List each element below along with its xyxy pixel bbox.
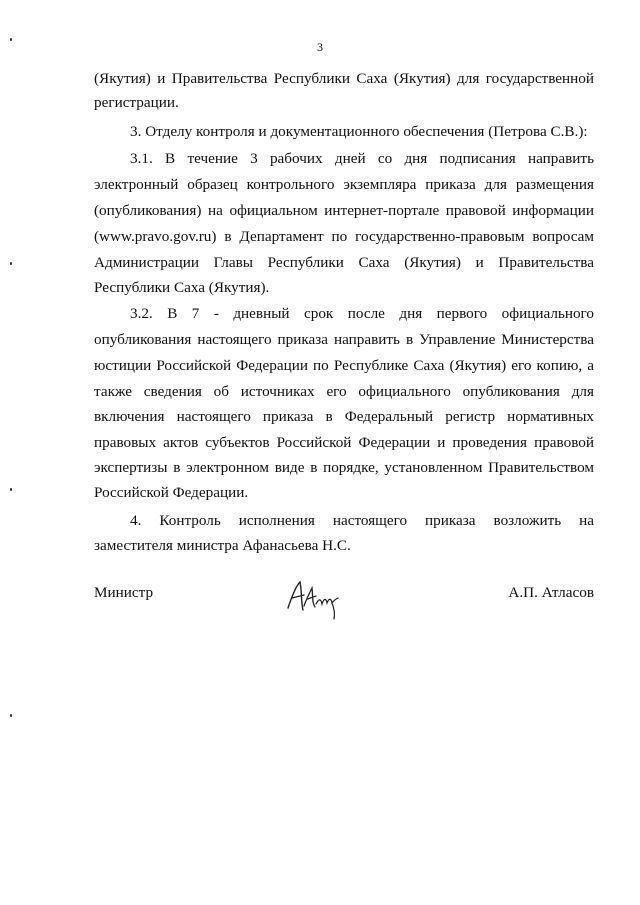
body-line: 3. Отделу контроля и документационного обеспечения (Петрова С.В.): bbox=[130, 123, 588, 140]
body-line: регистрации. bbox=[94, 94, 179, 111]
body-line: включения настоящего приказа в Федеральный регистр нормативных bbox=[94, 408, 594, 425]
body-line: опубликования настоящего приказа направить в Управление Министерства bbox=[94, 331, 594, 348]
body-line: заместителя министра Афанасьева Н.С. bbox=[94, 537, 351, 554]
scan-mark bbox=[10, 262, 12, 265]
body-line: Российской Федерации. bbox=[94, 484, 249, 501]
body-line: Администрации Главы Республики Саха (Якутия) и Правительства bbox=[94, 254, 594, 271]
scan-mark bbox=[10, 38, 12, 41]
scan-mark bbox=[10, 714, 12, 717]
body-line: 3.1. В течение 3 рабочих дней со дня подписания направить bbox=[130, 150, 594, 167]
body-line: (Якутия) и Правительства Республики Саха (Якутия) для государственной bbox=[94, 70, 594, 87]
body-line: 3.2. В 7 - дневный срок после дня первого официального bbox=[130, 305, 594, 322]
signatory-title: Министр bbox=[94, 584, 154, 601]
body-line: Республики Саха (Якутия). bbox=[94, 279, 270, 296]
body-line: экспертизы в электронном виде в порядке, установленном Правительством bbox=[94, 459, 594, 476]
body-line: 4. Контроль исполнения настоящего приказа возложить на bbox=[130, 512, 594, 529]
body-line: также сведения об источниках его официального опубликования для bbox=[94, 383, 594, 400]
scan-mark bbox=[10, 488, 12, 491]
handwritten-signature-icon bbox=[282, 578, 348, 620]
body-line: электронный образец контрольного экземпляра приказа для размещения bbox=[94, 176, 594, 193]
body-line: правовых актов субъектов Российской Федерации и проведения правовой bbox=[94, 434, 594, 451]
body-line: (опубликования) на официальном интернет-портале правовой информации bbox=[94, 202, 594, 219]
page-number: 3 bbox=[317, 40, 323, 54]
body-line: (www.pravo.gov.ru) в Департамент по государственно-правовым вопросам bbox=[94, 228, 594, 245]
signer-name: А.П. Атласов bbox=[508, 584, 594, 601]
body-line: юстиции Российской Федерации по Республике Саха (Якутия) его копию, а bbox=[94, 357, 594, 374]
